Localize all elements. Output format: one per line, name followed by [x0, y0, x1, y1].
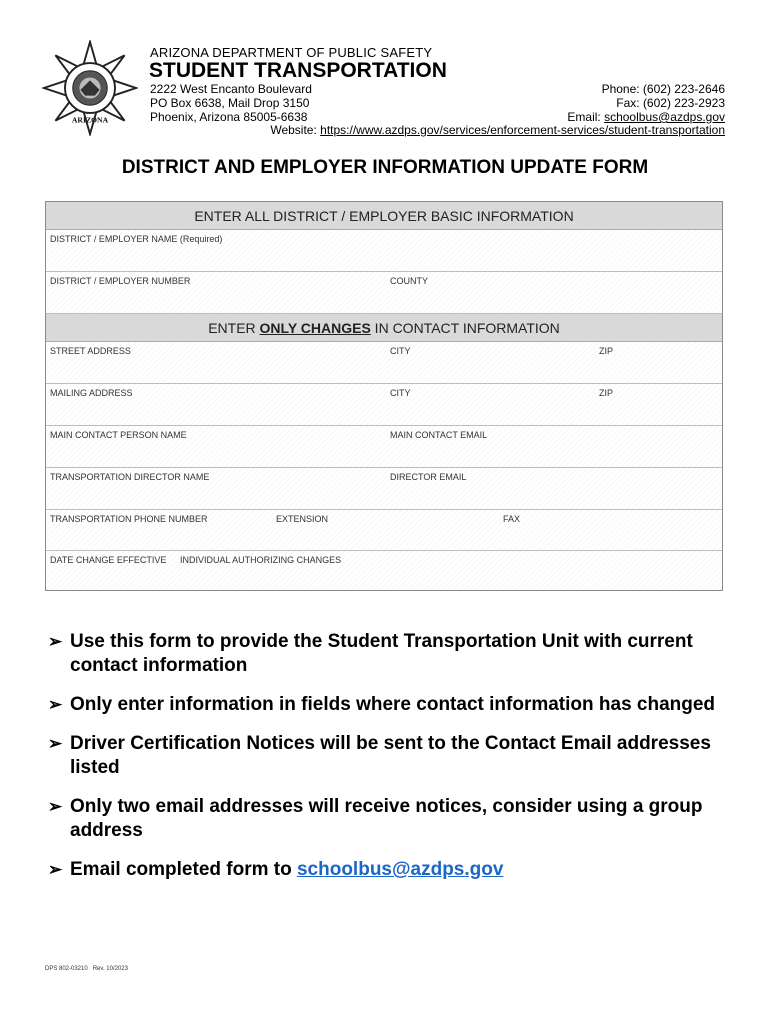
field-label: TRANSPORTATION PHONE NUMBER: [50, 514, 208, 524]
form-row-phone: [46, 510, 722, 551]
county-field[interactable]: [384, 272, 722, 313]
form-row-street-address: [46, 342, 722, 384]
fax-field[interactable]: [502, 510, 722, 550]
section-contact-changes-header: [46, 314, 722, 342]
section-title-suffix: IN CONTACT INFORMATION: [370, 320, 560, 336]
contact-block: [567, 82, 725, 124]
list-item: [48, 732, 728, 780]
form-title: DISTRICT AND EMPLOYER INFORMATION UPDATE FORM: [121, 157, 649, 178]
form-number: DPS 802-03210: [45, 966, 88, 972]
arrow-bullet-icon: ➢: [48, 632, 63, 651]
phone-text: Phone: (602) 223-2646: [601, 82, 725, 96]
instruction-text: Only two email addresses will receive notices, consider using a group address: [70, 796, 703, 841]
zip-field[interactable]: [594, 342, 722, 383]
instruction-text: Email completed form to: [70, 859, 297, 880]
letterhead: [0, 0, 770, 150]
instruction-text: Driver Certification Notices will be sent to the Contact Email addresses listed: [70, 733, 711, 778]
form-row-main-contact: [46, 426, 722, 468]
mailing-address-block: [150, 82, 312, 124]
submit-email-link[interactable]: schoolbus@azdps.gov: [296, 859, 504, 880]
section-title-emphasis: ONLY CHANGES: [259, 320, 371, 336]
field-label: DIRECTOR EMAIL: [390, 472, 467, 482]
svg-text:ARIZONA: ARIZONA: [71, 115, 109, 125]
field-label: CITY: [390, 388, 411, 398]
field-label: TRANSPORTATION DIRECTOR NAME: [50, 472, 210, 482]
header-email-link[interactable]: schoolbus@azdps.gov: [604, 110, 725, 124]
website-line: [270, 123, 725, 137]
arrow-bullet-icon: ➢: [48, 797, 63, 816]
address-line: 2222 West Encanto Boulevard: [150, 82, 312, 96]
list-item: [48, 858, 728, 882]
address-line: PO Box 6638, Mail Drop 3150: [150, 96, 310, 110]
list-item: [48, 693, 728, 717]
address-line: Phoenix, Arizona 85005-6638: [150, 110, 308, 124]
arrow-bullet-icon: ➢: [48, 734, 63, 753]
form-row-district-name: [46, 230, 722, 272]
form-row-authorization: [46, 551, 722, 590]
field-label: MAILING ADDRESS: [50, 388, 133, 398]
form-row-mailing-address: [46, 384, 722, 426]
field-label: EXTENSION: [276, 514, 329, 524]
revision-date: Rev. 10/2023: [92, 966, 128, 972]
field-label: DISTRICT / EMPLOYER NAME (Required): [50, 234, 223, 244]
field-label: COUNTY: [390, 276, 428, 286]
section-title-prefix: ENTER: [208, 320, 260, 336]
arrow-bullet-icon: ➢: [48, 860, 63, 879]
field-label: ZIP: [599, 346, 614, 356]
form-row-district-number: [46, 272, 722, 314]
email-label: Email:: [567, 110, 601, 124]
field-label: FAX: [503, 514, 521, 524]
fax-text: Fax: (602) 223-2923: [616, 96, 725, 110]
website-link[interactable]: https://www.azdps.gov/services/enforcement-services/student-transportation: [320, 123, 725, 137]
field-label: STREET ADDRESS: [50, 346, 131, 356]
agency-name: ARIZONA DEPARTMENT OF PUBLIC SAFETY: [150, 45, 433, 60]
field-label: ZIP: [599, 388, 614, 398]
instruction-text: Use this form to provide the Student Transportation Unit with current contact information: [70, 631, 693, 676]
form-footer: [45, 966, 128, 972]
field-label: CITY: [390, 346, 411, 356]
city-field[interactable]: [384, 342, 594, 383]
field-label: MAIN CONTACT PERSON NAME: [50, 430, 187, 440]
form-row-director: [46, 468, 722, 510]
unit-name: STUDENT TRANSPORTATION: [149, 59, 447, 82]
list-item: [48, 630, 728, 678]
arrow-bullet-icon: ➢: [48, 695, 63, 714]
dps-star-badge-icon: [42, 40, 138, 136]
field-label: INDIVIDUAL AUTHORIZING CHANGES: [180, 555, 342, 565]
instructions-list: [48, 630, 728, 897]
website-label: Website:: [270, 123, 317, 137]
field-label: DATE CHANGE EFFECTIVE: [50, 555, 167, 565]
field-label: DISTRICT / EMPLOYER NUMBER: [50, 276, 191, 286]
list-item: [48, 795, 728, 843]
mailing-city-field[interactable]: [384, 384, 594, 425]
field-label: MAIN CONTACT EMAIL: [390, 430, 488, 440]
section-basic-info-header: ENTER ALL DISTRICT / EMPLOYER BASIC INFORMATION: [46, 202, 722, 230]
email-line: [567, 110, 725, 124]
mailing-zip-field[interactable]: [594, 384, 722, 425]
instruction-text: Only enter information in fields where contact information has changed: [70, 694, 716, 715]
update-form: [45, 201, 723, 591]
